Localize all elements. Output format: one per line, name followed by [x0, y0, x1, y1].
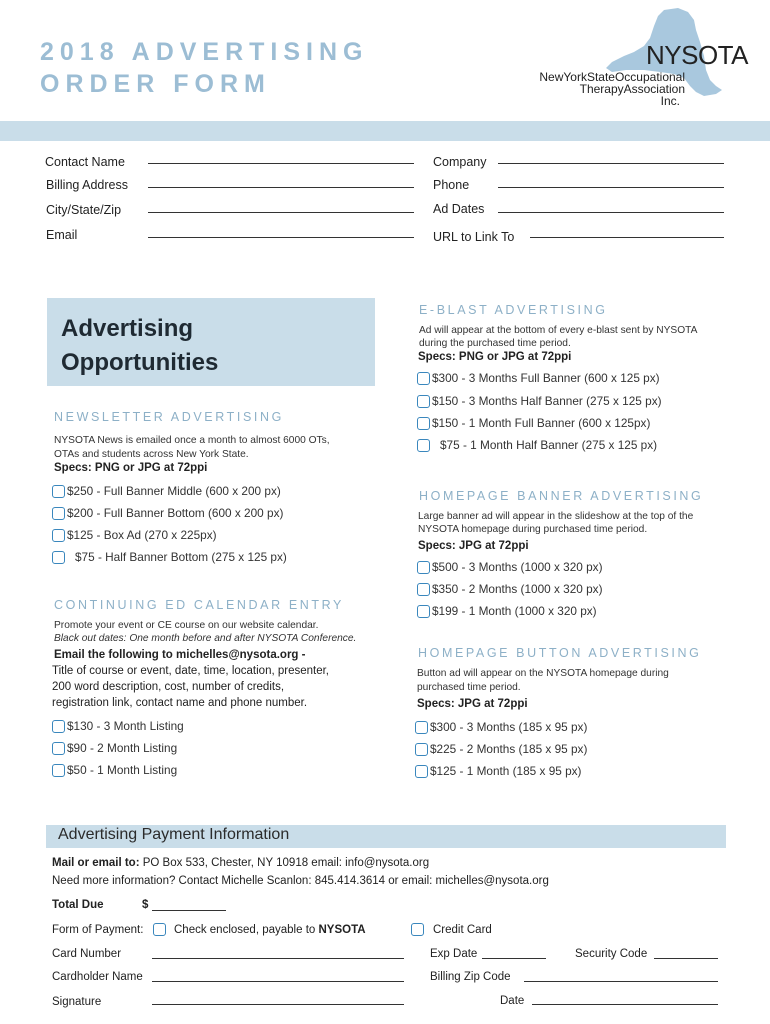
checkbox[interactable]: [415, 765, 428, 778]
dollar-sign: $: [142, 899, 149, 911]
option-label: $350 - 2 Months (1000 x 320 px): [432, 582, 603, 596]
mail-to-label: Mail or email to:: [52, 857, 140, 869]
check-text: Check enclosed, payable to: [174, 924, 319, 936]
eblast-option[interactable]: [417, 438, 657, 452]
city-state-zip-field[interactable]: [148, 212, 414, 213]
billing-address-label: Billing Address: [46, 178, 128, 192]
credit-card-checkbox[interactable]: [411, 923, 424, 936]
option-label: $75 - 1 Month Half Banner (275 x 125 px): [440, 438, 658, 452]
opportunities-line-1: Advertising: [61, 315, 194, 342]
check-enclosed-label: [174, 924, 366, 936]
ced-option[interactable]: [52, 719, 184, 733]
option-label: $250 - Full Banner Middle (600 x 200 px): [67, 484, 281, 498]
security-code-field[interactable]: [654, 958, 718, 959]
newsletter-option[interactable]: [52, 550, 287, 564]
card-number-label: Card Number: [52, 948, 122, 960]
form-title: [40, 36, 368, 100]
eblast-option[interactable]: [417, 416, 650, 430]
checkbox[interactable]: [52, 529, 65, 542]
phone-label: Phone: [433, 178, 470, 192]
check-payee: NYSOTA: [318, 924, 366, 936]
billing-zip-label: Billing Zip Code: [430, 971, 511, 983]
url-field[interactable]: [530, 237, 724, 238]
checkbox[interactable]: [417, 395, 430, 408]
homepage-button-specs: Specs: JPG at 72ppi: [417, 698, 528, 710]
homepage-banner-specs: Specs: JPG at 72ppi: [418, 540, 529, 552]
ced-email-line: Email the following to michelles@nysota.org -: [54, 649, 306, 661]
email-label: Email: [46, 228, 78, 242]
homepage-banner-desc-1: Large banner ad will appear in the slideshow at the top of the: [418, 511, 694, 522]
eblast-specs: Specs: PNG or JPG at 72ppi: [418, 351, 572, 363]
homepage-button-desc-2: purchased time period.: [417, 682, 521, 693]
option-label: $50 - 1 Month Listing: [67, 763, 178, 777]
option-label: $300 - 3 Months Full Banner (600 x 125 px): [432, 371, 660, 385]
city-state-zip-label: City/State/Zip: [46, 203, 122, 217]
form-title-line-2: ORDER FORM: [40, 70, 271, 98]
homepage-banner-option[interactable]: [417, 582, 603, 596]
checkbox[interactable]: [417, 417, 430, 430]
newsletter-desc-1: NYSOTA News is emailed once a month to almost 6000 OTs,: [54, 435, 330, 446]
ced-option[interactable]: [52, 763, 177, 777]
checkbox[interactable]: [417, 372, 430, 385]
ced-option[interactable]: [52, 741, 177, 755]
logo-name: NYSOTA: [646, 40, 748, 70]
company-label: Company: [433, 155, 487, 169]
newsletter-specs: Specs: PNG or JPG at 72ppi: [54, 462, 208, 474]
more-info-line: Need more information? Contact Michelle Scanlon: 845.414.3614 or email: michelles@nysota.org: [52, 875, 549, 887]
eblast-option[interactable]: [417, 394, 662, 408]
ced-detail-2: 200 word description, cost, number of credits,: [52, 681, 285, 693]
checkbox[interactable]: [52, 507, 65, 520]
cardholder-name-label: Cardholder Name: [52, 971, 143, 983]
company-field[interactable]: [498, 163, 724, 164]
billing-zip-field[interactable]: [524, 981, 718, 982]
exp-date-field[interactable]: [482, 958, 546, 959]
checkbox[interactable]: [52, 720, 65, 733]
date-field[interactable]: [532, 1004, 718, 1005]
option-label: $90 - 2 Month Listing: [67, 741, 178, 755]
homepage-banner-desc-2: NYSOTA homepage during purchased time period.: [418, 524, 648, 535]
homepage-button-option[interactable]: [415, 764, 581, 778]
option-label: $225 - 2 Months (185 x 95 px): [430, 742, 588, 756]
ced-heading: CONTINUING ED CALENDAR ENTRY: [54, 598, 344, 612]
opportunities-line-2: Opportunities: [61, 349, 219, 376]
payment-title: Advertising Payment Information: [58, 826, 290, 843]
eblast-option[interactable]: [417, 371, 660, 385]
form-of-payment-label: Form of Payment:: [52, 924, 144, 936]
exp-date-label: Exp Date: [430, 948, 478, 960]
option-label: $150 - 3 Months Half Banner (275 x 125 px): [432, 394, 662, 408]
eblast-desc-1: Ad will appear at the bottom of every e-blast sent by NYSOTA: [419, 325, 698, 336]
signature-label: Signature: [52, 996, 102, 1008]
newsletter-option[interactable]: [52, 484, 281, 498]
ced-desc-1: Promote your event or CE course on our website calendar.: [54, 620, 319, 631]
logo-line-1: NewYorkStateOccupational: [539, 70, 685, 84]
checkbox[interactable]: [52, 764, 65, 777]
logo-line-2: TherapyAssociation: [579, 82, 685, 96]
option-label: $300 - 3 Months (185 x 95 px): [430, 720, 588, 734]
homepage-button-option[interactable]: [415, 742, 587, 756]
option-label: $150 - 1 Month Full Banner (600 x 125px): [432, 416, 651, 430]
homepage-banner-option[interactable]: [417, 560, 603, 574]
newsletter-option[interactable]: [52, 528, 217, 542]
newsletter-desc-2: OTAs and students across New York State.: [54, 449, 249, 460]
option-label: $199 - 1 Month (1000 x 320 px): [432, 604, 597, 618]
option-label: $200 - Full Banner Bottom (600 x 200 px): [67, 506, 284, 520]
checkbox[interactable]: [417, 605, 430, 618]
homepage-button-option[interactable]: [415, 720, 587, 734]
eblast-heading: E-BLAST ADVERTISING: [419, 303, 608, 317]
ced-desc-2: Black out dates: One month before and after NYSOTA Conference.: [54, 633, 357, 644]
checkbox[interactable]: [52, 742, 65, 755]
mail-to-value: PO Box 533, Chester, NY 10918 email: info@nysota.org: [139, 857, 430, 869]
ad-dates-field[interactable]: [498, 212, 724, 213]
advertising-opportunities-box: [47, 298, 375, 386]
cardholder-name-field[interactable]: [152, 981, 404, 982]
total-due-label: Total Due: [52, 899, 104, 911]
checkbox[interactable]: [417, 583, 430, 596]
check-enclosed-checkbox[interactable]: [153, 923, 166, 936]
option-label: $125 - 1 Month (185 x 95 px): [430, 764, 582, 778]
billing-address-field[interactable]: [148, 187, 414, 188]
checkbox[interactable]: [52, 485, 65, 498]
checkbox[interactable]: [415, 721, 428, 734]
header-band: [0, 121, 770, 141]
ad-dates-label: Ad Dates: [433, 202, 485, 216]
option-label: $75 - Half Banner Bottom (275 x 125 px): [75, 550, 287, 564]
ced-detail-3: registration link, contact name and phone number.: [52, 697, 308, 709]
contact-name-field[interactable]: [148, 163, 414, 164]
mail-to-line: [52, 857, 429, 869]
ced-detail-1: Title of course or event, date, time, location, presenter,: [52, 665, 329, 677]
eblast-desc-2: during the purchased time period.: [419, 338, 571, 349]
newsletter-option[interactable]: [52, 506, 283, 520]
phone-field[interactable]: [498, 187, 724, 188]
homepage-button-desc-1: Button ad will appear on the NYSOTA homepage during: [417, 668, 669, 679]
checkbox[interactable]: [415, 743, 428, 756]
checkbox[interactable]: [52, 551, 65, 564]
credit-card-label: Credit Card: [433, 924, 492, 936]
homepage-banner-option[interactable]: [417, 604, 597, 618]
homepage-banner-heading: HOMEPAGE BANNER ADVERTISING: [419, 489, 704, 503]
signature-field[interactable]: [152, 1004, 404, 1005]
option-label: $125 - Box Ad (270 x 225px): [67, 528, 217, 542]
form-title-line-1: 2018 ADVERTISING: [40, 38, 369, 66]
total-due-field[interactable]: [152, 910, 226, 911]
newsletter-heading: NEWSLETTER ADVERTISING: [54, 410, 284, 424]
logo-line-3: Inc.: [660, 94, 680, 108]
checkbox[interactable]: [417, 439, 430, 452]
homepage-button-heading: HOMEPAGE BUTTON ADVERTISING: [418, 646, 702, 660]
email-field[interactable]: [148, 237, 414, 238]
option-label: $130 - 3 Month Listing: [67, 719, 184, 733]
option-label: $500 - 3 Months (1000 x 320 px): [432, 560, 603, 574]
card-number-field[interactable]: [152, 958, 404, 959]
date-label: Date: [500, 995, 525, 1007]
url-label: URL to Link To: [433, 230, 515, 244]
security-code-label: Security Code: [575, 948, 648, 960]
contact-name-label: Contact Name: [45, 155, 125, 169]
checkbox[interactable]: [417, 561, 430, 574]
